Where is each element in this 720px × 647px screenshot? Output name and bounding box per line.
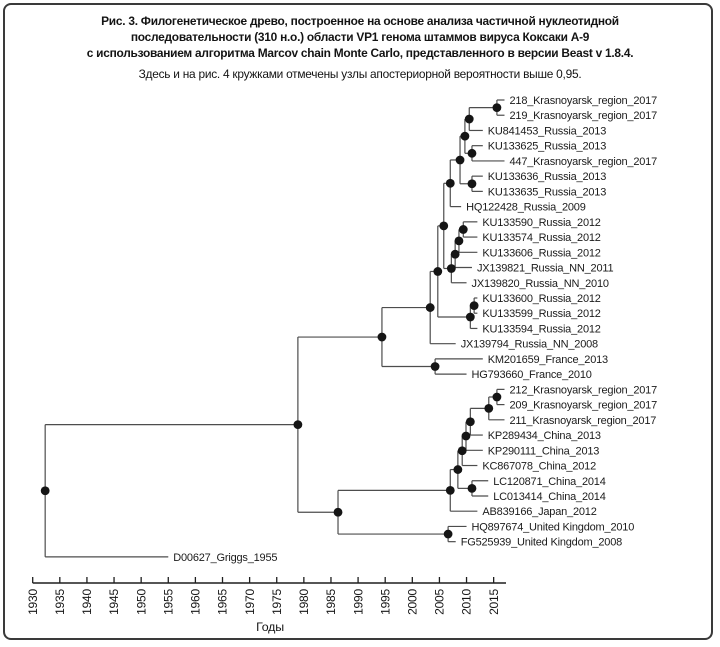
- tree-branches: [45, 100, 504, 557]
- caption-note: Здесь и на рис. 4 кружками отмечены узлы апостериорной вероятности выше 0,95.: [138, 67, 582, 81]
- posterior-node-marker: [458, 446, 467, 455]
- axis-tick-label: 1965: [215, 589, 230, 615]
- posterior-node-marker: [439, 221, 448, 230]
- axis-tick-label: 2005: [432, 589, 447, 615]
- taxon-label: KU133625_Russia_2013: [487, 140, 607, 153]
- taxon-label: HQ897674_United Kingdom_2010: [471, 521, 635, 534]
- posterior-node-marker: [493, 103, 502, 112]
- taxon-label: KU133574_Russia_2012: [482, 232, 601, 245]
- posterior-node-marker: [334, 508, 343, 517]
- posterior-node-marker: [456, 156, 465, 165]
- posterior-node-marker: [426, 303, 435, 312]
- posterior-node-marker: [451, 250, 460, 259]
- axis-tick-label: 2010: [459, 589, 474, 615]
- axis-tick-label: 2015: [486, 589, 501, 615]
- taxon-label: D00627_Griggs_1955: [173, 551, 278, 564]
- taxon-label: KU133590_Russia_2012: [482, 216, 601, 229]
- posterior-node-marker: [465, 115, 474, 124]
- posterior-node-marker: [466, 313, 475, 322]
- posterior-node-marker: [466, 417, 475, 426]
- posterior-node-marker: [461, 132, 470, 141]
- taxon-label: 218_Krasnoyarsk_region_2017: [509, 95, 658, 107]
- posterior-node-marker: [446, 486, 455, 495]
- axis-tick-label: 1970: [242, 589, 257, 615]
- posterior-node-marker: [446, 179, 455, 188]
- taxon-label: KU133594_Russia_2012: [482, 323, 601, 336]
- taxon-label: 447_Krasnoyarsk_region_2017: [509, 155, 658, 168]
- taxon-label: 212_Krasnoyarsk_region_2017: [509, 384, 658, 397]
- taxon-label: JX139794_Russia_NN_2008: [460, 338, 598, 351]
- posterior-node-marker: [468, 179, 477, 188]
- posterior-node-marker: [484, 404, 493, 413]
- posterior-node-marker: [468, 484, 477, 493]
- posterior-node-marker: [470, 301, 479, 310]
- taxon-label: FG525939_United Kingdom_2008: [460, 536, 623, 549]
- posterior-node-marker: [378, 333, 387, 342]
- axis-tick-label: 1930: [25, 589, 40, 615]
- posterior-node-marker: [468, 149, 477, 158]
- taxon-label: JX139821_Russia_NN_2011: [476, 262, 614, 275]
- taxon-label: 209_Krasnoyarsk_region_2017: [509, 399, 658, 412]
- taxon-label: 211_Krasnoyarsk_region_2017: [509, 414, 657, 427]
- axis-tick-label: 1955: [161, 589, 176, 615]
- posterior-node-marker: [459, 225, 468, 234]
- taxon-label: HG793660_France_2010: [471, 369, 592, 382]
- posterior-node-marker: [41, 486, 50, 495]
- posterior-node-marker: [455, 236, 464, 245]
- posterior-node-marker: [462, 432, 471, 441]
- time-axis: [26, 577, 506, 615]
- posterior-node-marker: [433, 267, 442, 276]
- taxon-label: KP290111_China_2013: [487, 445, 600, 458]
- taxon-label: JX139820_Russia_NN_2010: [471, 277, 609, 290]
- taxon-label: AB839166_Japan_2012: [482, 506, 597, 519]
- posterior-node-markers: [41, 103, 502, 538]
- taxon-label: 219_Krasnoyarsk_region_2017: [509, 110, 658, 123]
- posterior-node-marker: [431, 362, 440, 371]
- axis-tick-label: 1945: [107, 589, 122, 615]
- posterior-node-marker: [493, 393, 502, 402]
- taxon-label: HQ122428_Russia_2009: [466, 201, 586, 214]
- axis-tick-label: 1975: [269, 589, 284, 615]
- taxon-label: KM201659_France_2013: [487, 353, 608, 366]
- taxon-labels: [173, 95, 657, 564]
- axis-tick-label: 1940: [80, 589, 95, 615]
- taxon-label: KU133600_Russia_2012: [482, 292, 601, 305]
- taxon-label: KP289434_China_2013: [487, 430, 601, 443]
- taxon-label: KU133635_Russia_2013: [487, 186, 607, 199]
- caption-line-1: Рис. 3. Филогенетическое древо, построенное на основе анализа частичной нуклеотидной: [101, 14, 619, 28]
- caption-line-2: последовательности (310 н.о.) области VP1 генома штаммов вируса Коксаки А-9: [130, 30, 590, 44]
- taxon-label: KU841453_Russia_2013: [487, 125, 607, 138]
- posterior-node-marker: [293, 420, 302, 429]
- posterior-node-marker: [444, 530, 453, 539]
- taxon-label: LC120871_China_2014: [493, 475, 606, 488]
- axis-tick-label: 1960: [188, 589, 203, 615]
- axis-tick-label: 1985: [324, 589, 339, 615]
- taxon-label: LC013414_China_2014: [493, 490, 606, 503]
- x-axis-title: Годы: [256, 620, 284, 634]
- caption-line-3: с использованием алгоритма Marcov chain Monte Carlo, представленного в версии Beast v 1.8.4.: [86, 46, 634, 60]
- taxon-label: KU133636_Russia_2013: [487, 171, 607, 184]
- taxon-label: KU133606_Russia_2012: [482, 247, 601, 260]
- taxon-label: KU133599_Russia_2012: [482, 308, 601, 321]
- taxon-label: KC867078_China_2012: [482, 460, 597, 473]
- axis-tick-label: 1950: [134, 589, 149, 615]
- axis-tick-label: 1980: [297, 589, 312, 615]
- posterior-node-marker: [447, 264, 456, 273]
- posterior-node-marker: [453, 465, 462, 474]
- axis-tick-label: 1995: [378, 589, 393, 615]
- axis-tick-label: 1990: [351, 589, 366, 615]
- axis-tick-label: 1935: [53, 589, 68, 615]
- axis-tick-label: 2000: [405, 589, 420, 615]
